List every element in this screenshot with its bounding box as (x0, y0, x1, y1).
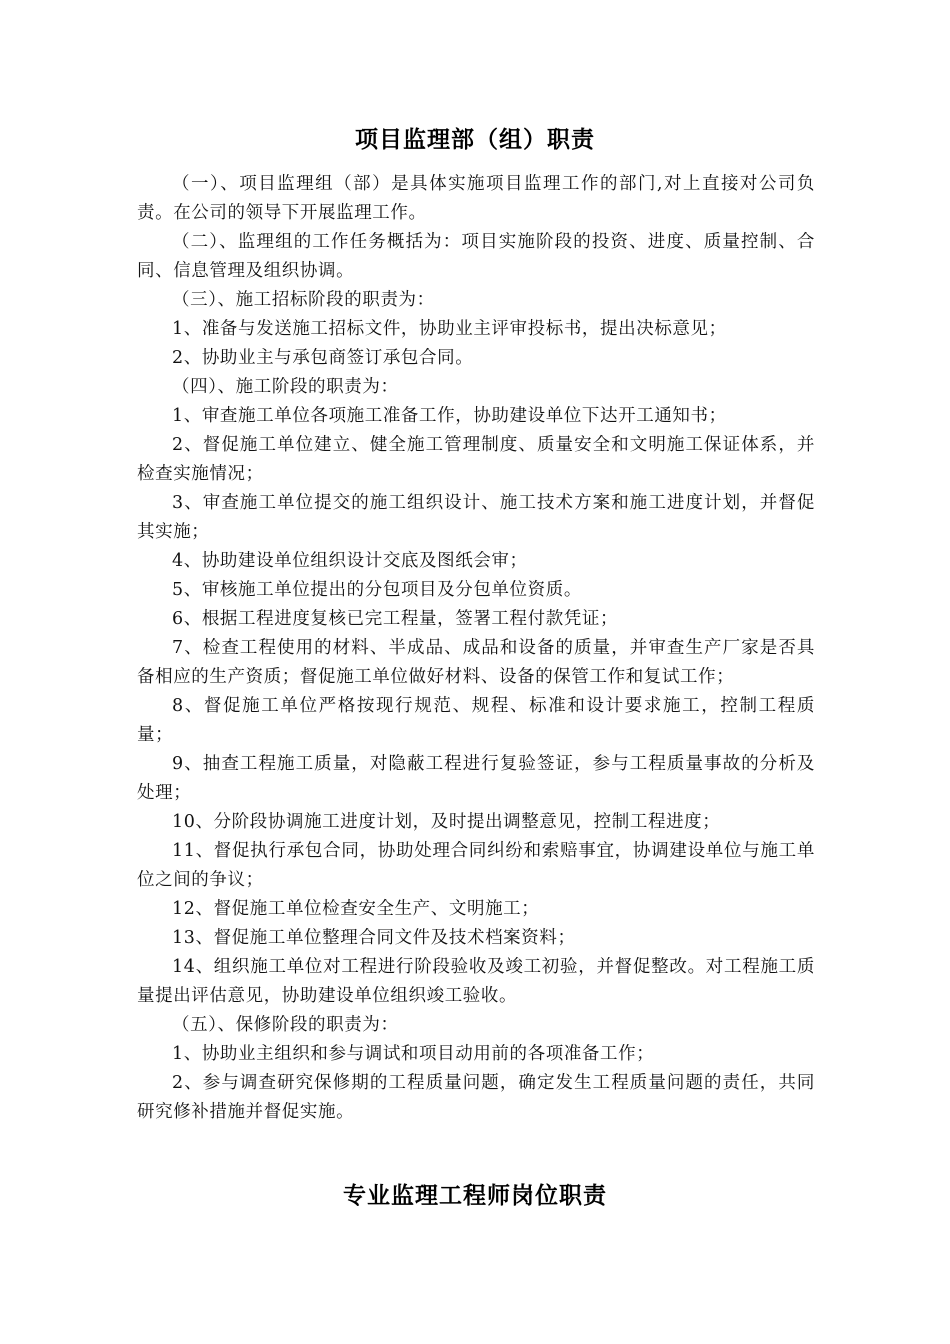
paragraph: 5、审核施工单位提出的分包项目及分包单位资质。 (172, 580, 582, 600)
paragraph: 7、检查工程使用的材料、半成品、成品和设备的质量，并审查生产厂家是否具备相应的生产资质；督促施工单位做好材料、设备的保管工作和复试工作； (137, 638, 815, 687)
document-body (137, 170, 815, 1127)
paragraph: 12、督促施工单位检查安全生产、文明施工； (172, 899, 540, 919)
paragraph: 2、协助业主与承包商签订承包合同。 (172, 348, 474, 368)
paragraph: 1、准备与发送施工招标文件，协助业主评审投标书，提出决标意见； (172, 319, 727, 339)
paragraph: 9、抽查工程施工质量，对隐蔽工程进行复验签证，参与工程质量事故的分析及处理； (137, 754, 815, 803)
paragraph: 3、审查施工单位提交的施工组织设计、施工技术方案和施工进度计划，并督促其实施； (137, 493, 815, 542)
paragraph: （二）、监理组的工作任务概括为：项目实施阶段的投资、进度、质量控制、合同、信息管理及组织协调。 (137, 232, 815, 281)
paragraph: 1、协助业主组织和参与调试和项目动用前的各项准备工作； (172, 1044, 655, 1064)
paragraph: 2、督促施工单位建立、健全施工管理制度、质量安全和文明施工保证体系，并检查实施情况； (137, 435, 815, 484)
section-title: 专业监理工程师岗位职责 (343, 1183, 607, 1209)
document-title: 项目监理部（组）职责 (355, 127, 595, 153)
paragraph: 2、参与调查研究保修期的工程质量问题，确定发生工程质量问题的责任，共同研究修补措施并督促实施。 (137, 1073, 815, 1122)
paragraph: （三）、施工招标阶段的职责为： (172, 290, 435, 310)
paragraph: （一）、项目监理组（部）是具体实施项目监理工作的部门,对上直接对公司负责。在公司的领导下开展监理工作。 (137, 174, 815, 223)
paragraph: 11、督促执行承包合同，协助处理合同纠纷和索赔事宜，协调建设单位与施工单位之间的争议； (137, 841, 815, 890)
paragraph: （五）、保修阶段的职责为： (172, 1015, 399, 1035)
paragraph: 4、协助建设单位组织设计交底及图纸会审； (172, 551, 528, 571)
paragraph: 10、分阶段协调施工进度计划，及时提出调整意见，控制工程进度； (172, 812, 721, 832)
paragraph: 14、组织施工单位对工程进行阶段验收及竣工初验，并督促整改。对工程施工质量提出评估意见，协助建设单位组织竣工验收。 (137, 957, 815, 1006)
paragraph: 13、督促施工单位整理合同文件及技术档案资料； (172, 928, 576, 948)
paragraph: 8、督促施工单位严格按现行规范、规程、标准和设计要求施工，控制工程质量； (137, 696, 815, 745)
paragraph: 6、根据工程进度复核已完工程量，签署工程付款凭证； (172, 609, 619, 629)
paragraph: （四）、施工阶段的职责为： (172, 377, 399, 397)
paragraph: 1、审查施工单位各项施工准备工作，协助建设单位下达开工通知书； (172, 406, 727, 426)
